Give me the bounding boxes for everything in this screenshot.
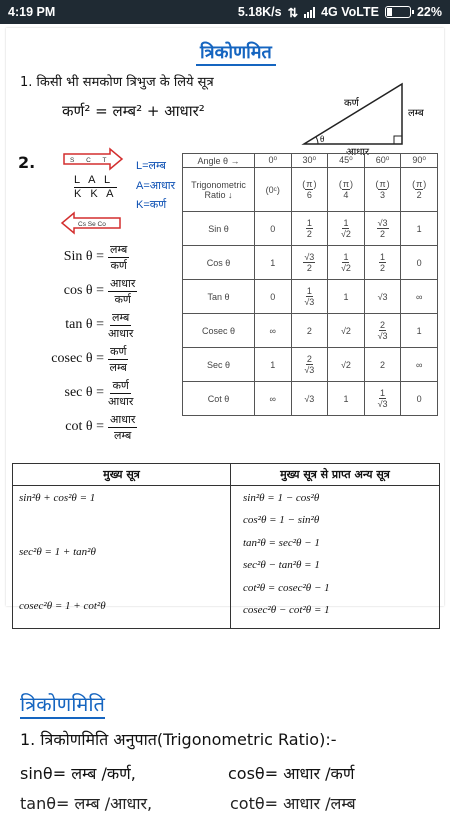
main-formula: cosec²θ = 1 + cot²θ bbox=[19, 600, 106, 612]
value-cell: 2 bbox=[364, 348, 401, 382]
function-name: Sec θ bbox=[183, 348, 255, 382]
value-num: 2 bbox=[380, 320, 386, 330]
value-den: √2 bbox=[340, 229, 351, 239]
table-row bbox=[183, 246, 438, 280]
legend-k: K=कर्ण bbox=[136, 199, 167, 211]
value-num: 1 bbox=[380, 252, 386, 262]
ratio-denominator: आधार bbox=[108, 394, 134, 408]
mnemonic-rows bbox=[74, 174, 117, 200]
value-num: 1 bbox=[343, 252, 349, 262]
page2-title: त्रिकोणमिति bbox=[20, 690, 105, 719]
radian-num: π bbox=[342, 179, 350, 189]
value-num: √3 bbox=[377, 218, 388, 228]
document-page-1 bbox=[6, 28, 444, 616]
network-type: 4G VoLTE bbox=[321, 5, 379, 19]
ratio-definition bbox=[22, 342, 182, 376]
value-den: 2 bbox=[306, 229, 312, 239]
main-formula-header: मुख्य सूत्र bbox=[13, 464, 230, 486]
tan-definition: tanθ= लम्ब /आधार, bbox=[20, 794, 153, 813]
value-cell bbox=[364, 246, 401, 280]
value-cell: √2 bbox=[328, 348, 365, 382]
ratio-name: cosec θ = bbox=[51, 351, 104, 366]
table-row bbox=[183, 382, 438, 416]
status-bar bbox=[0, 0, 450, 24]
value-den: √3 bbox=[377, 399, 388, 409]
value-num: 1 bbox=[380, 388, 386, 398]
derived-formula: cosec²θ − cot²θ = 1 bbox=[243, 604, 330, 616]
derived-formula: tan²θ = sec²θ − 1 bbox=[243, 537, 320, 549]
trig-value-table bbox=[182, 153, 438, 416]
radian-cell: ( $\frac{\pi}{3}$ ) bbox=[364, 168, 401, 212]
right-triangle-diagram bbox=[296, 64, 436, 156]
main-formula: sec²θ = 1 + tan²θ bbox=[19, 546, 96, 558]
value-cell: ∞ bbox=[255, 382, 292, 416]
ratio-numerator: कर्ण bbox=[110, 344, 127, 358]
ratio-fraction bbox=[108, 242, 129, 273]
mnemonic-bottom: Cs Se Co bbox=[78, 221, 106, 228]
value-num: 1 bbox=[343, 218, 349, 228]
pythagoras-formula: कर्ण² = लम्ब² + आधार² bbox=[62, 102, 205, 120]
ratio-definition bbox=[22, 376, 182, 410]
network-speed: 5.18K/s bbox=[237, 5, 282, 19]
value-num: √3 bbox=[304, 252, 315, 262]
table-radian-row bbox=[183, 168, 438, 212]
main-formula-column bbox=[13, 464, 231, 628]
value-den: √3 bbox=[377, 331, 388, 341]
mnemonic-top: S C T bbox=[70, 157, 112, 164]
value-cell: 1 bbox=[328, 382, 365, 416]
function-name: Cosec θ bbox=[183, 314, 255, 348]
value-cell: 0 bbox=[401, 382, 438, 416]
ratio-numerator: कर्ण bbox=[112, 378, 129, 392]
derived-formula-column bbox=[231, 464, 439, 628]
ratio-definition bbox=[22, 308, 182, 342]
value-cell bbox=[291, 280, 328, 314]
radian-den: 6 bbox=[306, 190, 312, 200]
ratio-definition bbox=[22, 410, 182, 444]
battery-icon bbox=[385, 6, 411, 18]
value-cell bbox=[291, 246, 328, 280]
mnemonic-row-2: K K A bbox=[74, 188, 117, 200]
radian-den: 3 bbox=[380, 190, 386, 200]
ratio-name: cot θ = bbox=[65, 419, 104, 434]
angle-30: 30⁰ bbox=[291, 154, 328, 168]
table-row bbox=[183, 280, 438, 314]
value-cell bbox=[291, 348, 328, 382]
value-num: 1 bbox=[306, 286, 312, 296]
ratio-numerator: आधार bbox=[110, 276, 136, 290]
formula-table bbox=[12, 463, 440, 629]
radian-num: π bbox=[306, 179, 313, 189]
ratio-denominator: लम्ब bbox=[114, 428, 132, 442]
ratio-definition bbox=[22, 274, 182, 308]
ratio-denominator: कर्ण bbox=[110, 258, 127, 272]
angle-60: 60⁰ bbox=[364, 154, 401, 168]
page-title: त्रिकोणमित bbox=[196, 40, 276, 66]
derived-formula: sin²θ = 1 − cos²θ bbox=[243, 492, 320, 504]
value-cell bbox=[364, 382, 401, 416]
cos-definition: cosθ= आधार /कर्ण bbox=[228, 764, 355, 783]
ratio-fraction bbox=[108, 344, 128, 375]
ratio-fraction bbox=[108, 276, 137, 307]
ratio-definition bbox=[22, 240, 182, 274]
angle-header: Angle θ → bbox=[183, 154, 255, 168]
item-number: 2. bbox=[18, 153, 36, 172]
value-cell: 1 bbox=[255, 246, 292, 280]
value-cell: √2 bbox=[328, 314, 365, 348]
legend-l: L=लम्ब bbox=[136, 160, 166, 172]
main-formula: sin²θ + cos²θ = 1 bbox=[19, 492, 96, 504]
trig-ratio-header: Trigonometric Ratio ↓ bbox=[183, 168, 255, 212]
value-cell: ∞ bbox=[401, 280, 438, 314]
derived-formula-header: मुख्य सूत्र से प्राप्त अन्य सूत्र bbox=[231, 464, 439, 486]
table-row bbox=[183, 348, 438, 382]
status-time: 4:19 PM bbox=[8, 5, 56, 19]
derived-formula: cos²θ = 1 − sin²θ bbox=[243, 514, 320, 526]
signal-icon bbox=[304, 7, 315, 18]
function-name: Cos θ bbox=[183, 246, 255, 280]
value-cell: 1 bbox=[401, 314, 438, 348]
value-cell: 1 bbox=[255, 348, 292, 382]
value-cell: ∞ bbox=[401, 348, 438, 382]
value-cell: 0 bbox=[401, 246, 438, 280]
value-den: √3 bbox=[304, 297, 315, 307]
triangle-angle-label: θ bbox=[320, 134, 325, 144]
ratio-name: tan θ = bbox=[65, 317, 104, 332]
triangle-perp-label: लम्ब bbox=[408, 108, 424, 119]
radian-den: 2 bbox=[416, 190, 422, 200]
ratio-name: Sin θ = bbox=[63, 249, 104, 264]
value-den: √3 bbox=[304, 365, 315, 375]
cot-definition: cotθ= आधार /लम्ब bbox=[230, 794, 356, 813]
value-den: 2 bbox=[380, 263, 386, 273]
angle-0: 0⁰ bbox=[255, 154, 292, 168]
ratio-fraction bbox=[108, 412, 137, 443]
legend-a: A=आधार bbox=[136, 180, 176, 192]
angle-45: 45⁰ bbox=[328, 154, 365, 168]
ratio-list bbox=[22, 240, 182, 444]
ratio-denominator: लम्ब bbox=[109, 360, 127, 374]
value-den: √2 bbox=[340, 263, 351, 273]
function-name: Sin θ bbox=[183, 212, 255, 246]
value-den: 2 bbox=[380, 229, 386, 239]
value-cell: 0 bbox=[255, 280, 292, 314]
value-num: 2 bbox=[306, 354, 312, 364]
statement-text: 1. किसी भी समकोण त्रिभुज के लिये सूत्र bbox=[20, 75, 214, 90]
ratio-numerator: लम्ब bbox=[110, 242, 128, 256]
angle-90: 90⁰ bbox=[401, 154, 438, 168]
function-name: Cot θ bbox=[183, 382, 255, 416]
value-cell bbox=[364, 212, 401, 246]
value-cell bbox=[364, 314, 401, 348]
ratio-denominator: आधार bbox=[108, 326, 134, 340]
radian-cell: ( $\frac{\pi}{4}$ ) bbox=[328, 168, 365, 212]
ratio-numerator: आधार bbox=[110, 412, 136, 426]
function-name: Tan θ bbox=[183, 280, 255, 314]
value-den: 2 bbox=[306, 263, 312, 273]
triangle-base-label: आधार bbox=[346, 147, 370, 158]
triangle-hyp-label: कर्ण bbox=[344, 98, 359, 109]
radian-den: 4 bbox=[343, 190, 349, 200]
table-row bbox=[183, 314, 438, 348]
ratio-fraction bbox=[108, 310, 133, 341]
derived-formula: cot²θ = cosec²θ − 1 bbox=[243, 582, 330, 594]
radian-cell: ( $\frac{\pi}{6}$ ) bbox=[291, 168, 328, 212]
page2-heading: 1. त्रिकोणमिति अनुपात(Trigonometric Ratio):- bbox=[20, 730, 337, 749]
radian-0: (0ᶜ) bbox=[255, 168, 292, 212]
value-cell: √3 bbox=[291, 382, 328, 416]
table-header-row bbox=[183, 154, 438, 168]
radian-cell: ( $\frac{\pi}{2}$ ) bbox=[401, 168, 438, 212]
data-arrows-icon: ⇅ bbox=[287, 5, 299, 20]
ratio-numerator: लम्ब bbox=[112, 310, 130, 324]
ratio-fraction bbox=[108, 378, 133, 409]
value-cell bbox=[291, 212, 328, 246]
value-cell: 2 bbox=[291, 314, 328, 348]
battery-percent: 22% bbox=[416, 5, 442, 19]
derived-formula: sec²θ − tan²θ = 1 bbox=[243, 559, 320, 571]
value-cell bbox=[328, 212, 365, 246]
value-cell: 1 bbox=[328, 280, 365, 314]
value-cell: ∞ bbox=[255, 314, 292, 348]
sin-definition: sinθ= लम्ब /कर्ण, bbox=[20, 764, 136, 783]
ratio-name: sec θ = bbox=[64, 385, 104, 400]
value-num: 1 bbox=[306, 218, 312, 228]
radian-num: π bbox=[416, 179, 423, 189]
value-cell: 0 bbox=[255, 212, 292, 246]
ratio-denominator: कर्ण bbox=[114, 292, 131, 306]
mnemonic-row-1: L A L bbox=[74, 174, 117, 188]
value-cell: 1 bbox=[401, 212, 438, 246]
ratio-name: cos θ = bbox=[63, 283, 104, 298]
value-cell: √3 bbox=[364, 280, 401, 314]
table-row bbox=[183, 212, 438, 246]
radian-num: π bbox=[379, 179, 386, 189]
value-cell bbox=[328, 246, 365, 280]
